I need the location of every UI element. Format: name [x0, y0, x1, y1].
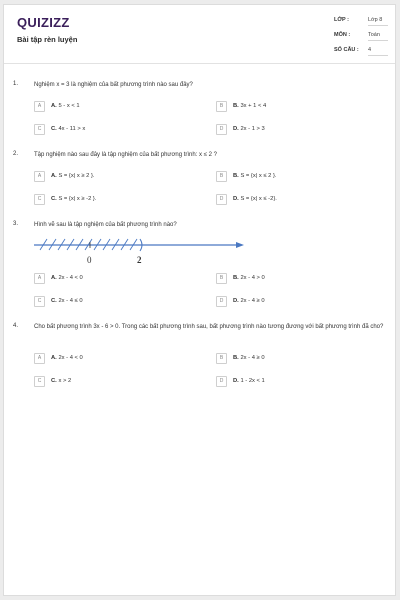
- option-text: 5 - x < 1: [58, 103, 80, 109]
- option-key: B.: [233, 275, 239, 281]
- worksheet-page: [3, 4, 396, 596]
- worksheet-header: [4, 5, 395, 64]
- option-text: S = {x| x ≤ 2 }.: [240, 173, 277, 179]
- question-number: 3.: [13, 221, 19, 227]
- meta-class: [334, 14, 392, 29]
- option-key: B.: [233, 173, 239, 179]
- question-number: 1.: [13, 81, 19, 87]
- question-text: Cho bất phương trình 3x - 6 > 0. Trong các bất phương trình sau, bất phương trình nào tương đương với bất phương trình đã cho?: [34, 324, 384, 330]
- meta-count-label: SỐ CÂU :: [334, 47, 359, 53]
- option-letter-box: B: [216, 101, 227, 112]
- meta-count-value: 4: [368, 47, 388, 56]
- option-text: 2x - 4 < 0: [58, 355, 83, 361]
- meta-subject-label: MÔN :: [334, 32, 351, 38]
- question-text: Nghiệm x = 3 là nghiệm của bất phương trình nào sau đây?: [34, 82, 193, 88]
- meta-count: [334, 44, 392, 59]
- meta-subject: [334, 29, 392, 44]
- option-letter-box: B: [216, 353, 227, 364]
- option-letter-box: D: [216, 124, 227, 135]
- tick-label-zero: 0: [87, 255, 92, 265]
- option-key: C.: [51, 126, 57, 132]
- option-letter-box: A: [34, 353, 45, 364]
- option-key: A.: [51, 173, 57, 179]
- option-letter-box: B: [216, 273, 227, 284]
- option-text: 2x - 4 ≥ 0: [240, 298, 265, 304]
- question-number: 4.: [13, 323, 19, 329]
- option-key: C.: [51, 378, 57, 384]
- option-letter-box: B: [216, 171, 227, 182]
- option-key: B.: [233, 103, 239, 109]
- option-key: D.: [233, 196, 239, 202]
- number-line-figure: [32, 235, 244, 269]
- option-letter-box: D: [216, 376, 227, 387]
- option-letter-box: A: [34, 171, 45, 182]
- option-text: S = {x| x ≤ -2}.: [240, 196, 277, 202]
- question-text: Tập nghiệm nào sau đây là tập nghiệm của bất phương trình: x ≤ 2 ?: [34, 152, 218, 158]
- option-key: D.: [233, 126, 239, 132]
- option-letter-box: D: [216, 194, 227, 205]
- option-letter-box: C: [34, 376, 45, 387]
- meta-subject-value: Toán: [368, 32, 388, 41]
- option-key: C.: [51, 196, 57, 202]
- option-key: C.: [51, 298, 57, 304]
- option-letter-box: C: [34, 194, 45, 205]
- option-text: 1 - 2x < 1: [240, 378, 265, 384]
- option-key: B.: [233, 355, 239, 361]
- option-key: A.: [51, 103, 57, 109]
- option-letter-box: A: [34, 101, 45, 112]
- option-text: 2x - 1 > 3: [240, 126, 265, 132]
- option-letter-box: C: [34, 124, 45, 135]
- option-text: 2x - 4 ≤ 0: [58, 298, 83, 304]
- option-text: 2x - 4 ≥ 0: [240, 355, 265, 361]
- quizizz-logo: QUIZIZZ: [17, 15, 70, 30]
- meta-class-value: Lớp 8: [368, 17, 388, 26]
- arrow-right-icon: [236, 242, 244, 248]
- option-text: 2x - 4 > 0: [240, 275, 265, 281]
- option-key: A.: [51, 275, 57, 281]
- worksheet-title: Bài tập rèn luyện: [17, 35, 78, 44]
- question-number: 2.: [13, 151, 19, 157]
- worksheet-meta: [334, 14, 392, 59]
- option-text: x > 2: [58, 378, 72, 384]
- option-letter-box: C: [34, 296, 45, 307]
- option-text: 3x + 1 < 4: [240, 103, 267, 109]
- tick-label-two: 2: [137, 255, 142, 265]
- option-letter-box: A: [34, 273, 45, 284]
- option-key: D.: [233, 298, 239, 304]
- option-text: 4x - 11 > x: [58, 126, 86, 132]
- meta-class-label: LỚP :: [334, 17, 349, 23]
- question-text: Hình vẽ sau là tập nghiệm của bất phương trình nào?: [34, 222, 177, 228]
- option-text: S = {x| x ≥ 2 }.: [58, 173, 95, 179]
- option-text: S = {x| x ≥ -2 }.: [58, 196, 97, 202]
- option-key: A.: [51, 355, 57, 361]
- option-letter-box: D: [216, 296, 227, 307]
- option-key: D.: [233, 378, 239, 384]
- option-text: 2x - 4 < 0: [58, 275, 83, 281]
